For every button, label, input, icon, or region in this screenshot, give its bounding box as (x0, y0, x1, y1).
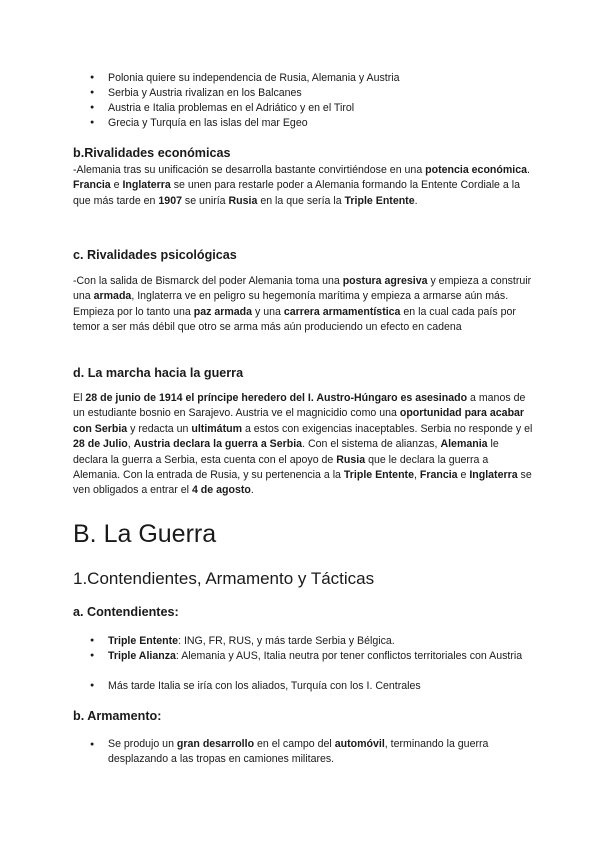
list-item: ● Triple Alianza: Alemania y AUS, Italia neutra por tener conflictos territoriales con Austria (108, 649, 528, 664)
heading-contendientes: a. Contendientes: (73, 605, 179, 619)
paragraph-economic: -Alemania tras su unificación se desarrolla bastante convirtiéndose en una potencia económica. Francia e Inglaterra se unen para restarle poder a Alemania formando la Entente Cordiale a la que más tarde en 1907 se uniría Rusia en la que sería la Triple Entente. (73, 164, 530, 207)
heading-economic-rivalries: b.Rivalidades económicas (73, 146, 231, 160)
paragraph-march-to-war: El 28 de junio de 1914 el príncipe heredero del I. Austro-Húngaro es asesinado a manos de un estudiante bosnio en Sarajevo. Austria ve el magnicidio como una oportunidad para acabar con Serbia y redacta un ultimátum a estos con exigencias inaceptables. Serbia no responde y el 28 de Julio, Austria declara la guerra a Serbia. Con el sistema de alianzas, Alemania le declara la guerra a Serbia, esta cuenta con el apoyo de Rusia que le declara la guerra a Alemania. Con la entrada de Rusia, y su pertenencia a la Triple Entente, Francia e Inglaterra se ven obligados a entrar el 4 de agosto. (73, 392, 533, 497)
list-item: ● Serbia y Austria rivalizan en los Balcanes (108, 86, 528, 101)
paragraph-psychological: -Con la salida de Bismarck del poder Alemania toma una postura agresiva y empieza a construir una armada, Inglaterra ve en peligro su hegemonía marítima y empieza a armarse aún más. Empieza por lo tanto una paz armada y una carrera armamentística en la cual cada país por temor a ser más débil que otro se arma más aún produciendo un efecto en cadena (73, 275, 532, 334)
list-item: ● Triple Entente: ING, FR, RUS, y más tarde Serbia y Bélgica. (108, 634, 528, 649)
section-title: 1.Contendientes, Armamento y Tácticas (73, 569, 375, 588)
list-item: ● Polonia quiere su independencia de Rusia, Alemania y Austria (108, 71, 528, 86)
list-item: ● Austria e Italia problemas en el Adriático y en el Tirol (108, 101, 528, 116)
heading-armamento: b. Armamento: (73, 709, 162, 723)
heading-psychological-rivalries: c. Rivalidades psicológicas (73, 248, 237, 262)
part-title: B. La Guerra (73, 520, 217, 548)
list-item: ● Más tarde Italia se iría con los aliados, Turquía con los I. Centrales (108, 679, 528, 694)
list-item: ● Grecia y Turquía en las islas del mar Egeo (108, 116, 528, 131)
list-item: ● Se produjo un gran desarrollo en el campo del automóvil, terminando la guerra desplazando a las tropas en camiones militares. (108, 737, 528, 768)
heading-march-to-war: d. La marcha hacia la guerra (73, 366, 244, 380)
